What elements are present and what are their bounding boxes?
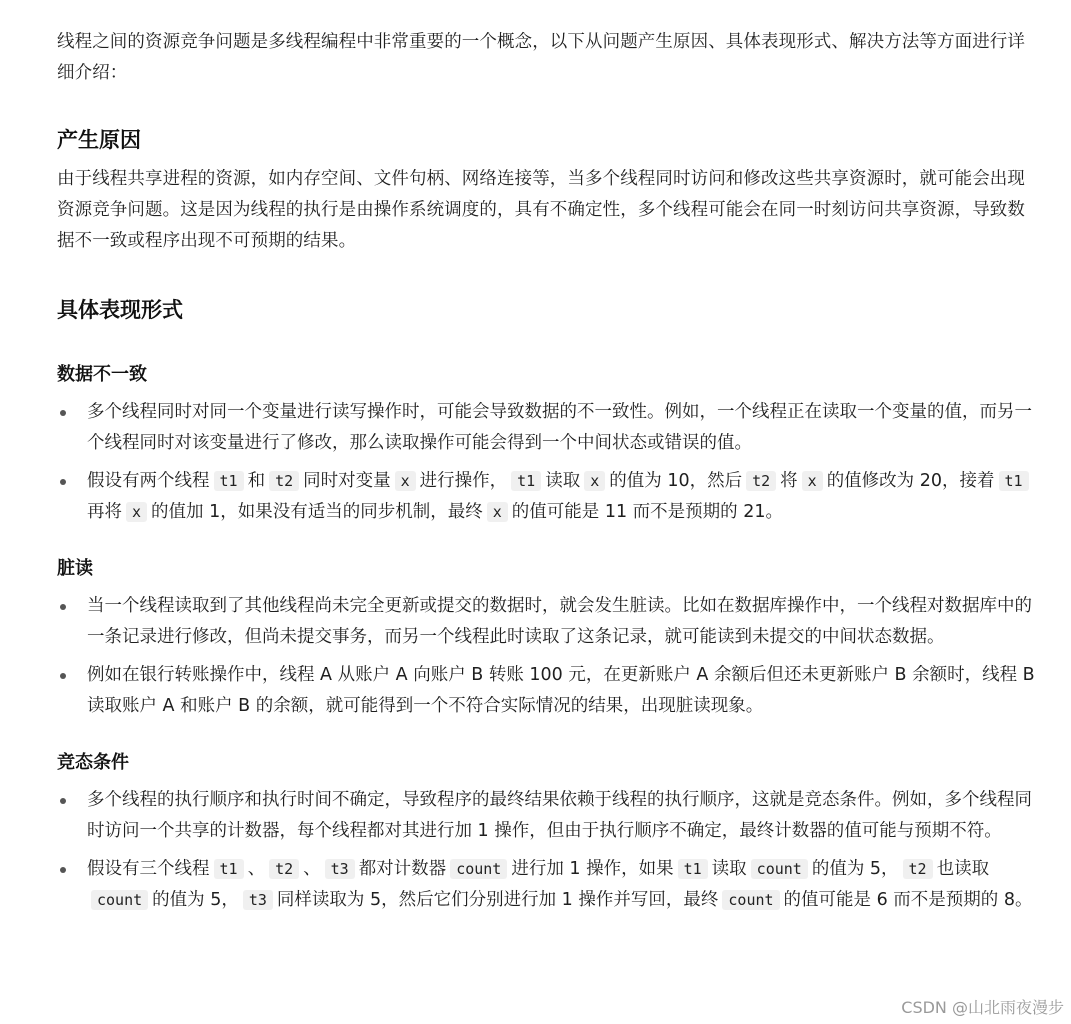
text: 都对计数器 xyxy=(358,859,447,879)
intro-paragraph: 线程之间的资源竞争问题是多线程编程中非常重要的一个概念，以下从问题产生原因、具体表现形式、解决方法等方面进行详细介绍： xyxy=(57,32,1025,83)
heading-data-inconsistency: 数据不一致 xyxy=(57,364,147,385)
text: 的值修改为 20，接着 xyxy=(826,471,995,491)
text: 将 xyxy=(780,471,798,491)
text: 也读取 xyxy=(936,859,990,879)
list-item xyxy=(57,854,1042,916)
text: 读取 xyxy=(711,859,747,879)
article-content xyxy=(57,27,1042,916)
text: 读取 xyxy=(545,471,581,491)
race-condition-list xyxy=(57,785,1042,916)
inline-code-t2: t2 xyxy=(746,471,776,491)
inline-code-count: count xyxy=(751,859,808,879)
text: 再将 xyxy=(87,502,122,522)
inline-code-t2: t2 xyxy=(903,859,933,879)
list-item xyxy=(57,660,1042,722)
list-item xyxy=(57,466,1042,528)
inline-code-t2: t2 xyxy=(269,471,299,491)
text: 的值为 10，然后 xyxy=(609,471,743,491)
inline-code-t1: t1 xyxy=(678,859,708,879)
list-item-text: 多个线程的执行顺序和执行时间不确定，导致程序的最终结果依赖于线程的执行顺序，这就是竞态条件。例如，多个线程同时访问一个共享的计数器，每个线程都对其进行加 1 操作，但由于执行顺序不确定，最终计数器的值可能与预期不符。 xyxy=(87,790,1032,841)
text: 假设有三个线程 xyxy=(87,859,210,879)
cause-paragraph: 由于线程共享进程的资源，如内存空间、文件句柄、网络连接等，当多个线程同时访问和修改这些共享资源时，就可能会出现资源竞争问题。这是因为线程的执行是由操作系统调度的，具有不确定性，多个线程可能会在同一时刻访问共享资源，导致数据不一致或程序出现不可预期的结果。 xyxy=(57,169,1025,251)
inline-code-t3: t3 xyxy=(325,859,355,879)
dirty-read-list xyxy=(57,591,1042,722)
inline-code-t1: t1 xyxy=(999,471,1029,491)
inline-code-x: x xyxy=(802,471,823,491)
heading-race-condition: 竞态条件 xyxy=(57,752,129,773)
inline-code-t2: t2 xyxy=(269,859,299,879)
text: 的值为 5， xyxy=(152,890,239,910)
list-item xyxy=(57,785,1042,847)
inline-code-t1: t1 xyxy=(214,471,244,491)
text: 的值加 1，如果没有适当的同步机制，最终 xyxy=(151,502,483,522)
inline-code-x: x xyxy=(487,502,508,522)
text: 和 xyxy=(247,471,266,491)
text: 的值可能是 11 而不是预期的 21。 xyxy=(511,502,783,522)
text: 、 xyxy=(247,859,266,879)
inline-code-t3: t3 xyxy=(243,890,273,910)
heading-dirty-read: 脏读 xyxy=(57,558,93,579)
text: 的值可能是 6 而不是预期的 8。 xyxy=(783,890,1033,910)
inline-code-t1: t1 xyxy=(214,859,244,879)
inline-code-count: count xyxy=(91,890,148,910)
csdn-watermark: CSDN @山北雨夜漫步 xyxy=(899,995,1066,1018)
text: 、 xyxy=(303,859,321,879)
list-item-text: 例如在银行转账操作中，线程 A 从账户 A 向账户 B 转账 100 元，在更新账户 A 余额后但还未更新账户 B 余额时，线程 B 读取账户 A 和账户 B 的余额，就可能得到一个不符合实际情况的结果，出现脏读现象。 xyxy=(87,665,1035,716)
inline-code-x: x xyxy=(395,471,416,491)
list-item xyxy=(57,591,1042,653)
heading-forms: 具体表现形式 xyxy=(57,298,183,322)
text: 同样读取为 5，然后它们分别进行加 1 操作并写回，最终 xyxy=(276,890,719,910)
text: 进行操作， xyxy=(419,471,508,491)
text: 的值为 5， xyxy=(811,859,899,879)
text: 假设有两个线程 xyxy=(87,471,210,491)
list-item-text: 多个线程同时对同一个变量进行读写操作时，可能会导致数据的不一致性。例如，一个线程正在读取一个变量的值，而另一个线程同时对该变量进行了修改，那么读取操作可能会得到一个中间状态或错误的值。 xyxy=(87,402,1032,453)
list-item xyxy=(57,397,1042,459)
inline-code-count: count xyxy=(450,859,507,879)
inline-code-x: x xyxy=(126,502,147,522)
text: 进行加 1 操作，如果 xyxy=(511,859,674,879)
list-item-text: 当一个线程读取到了其他线程尚未完全更新或提交的数据时，就会发生脏读。比如在数据库操作中，一个线程对数据库中的一条记录进行修改，但尚未提交事务，而另一个线程此时读取了这条记录，就可能读到未提交的中间状态数据。 xyxy=(87,596,1032,647)
inline-code-x: x xyxy=(584,471,605,491)
inline-code-t1: t1 xyxy=(511,471,541,491)
inline-code-count: count xyxy=(722,890,779,910)
heading-cause: 产生原因 xyxy=(57,128,141,152)
inconsistency-list xyxy=(57,397,1042,528)
text: 同时对变量 xyxy=(303,471,391,491)
